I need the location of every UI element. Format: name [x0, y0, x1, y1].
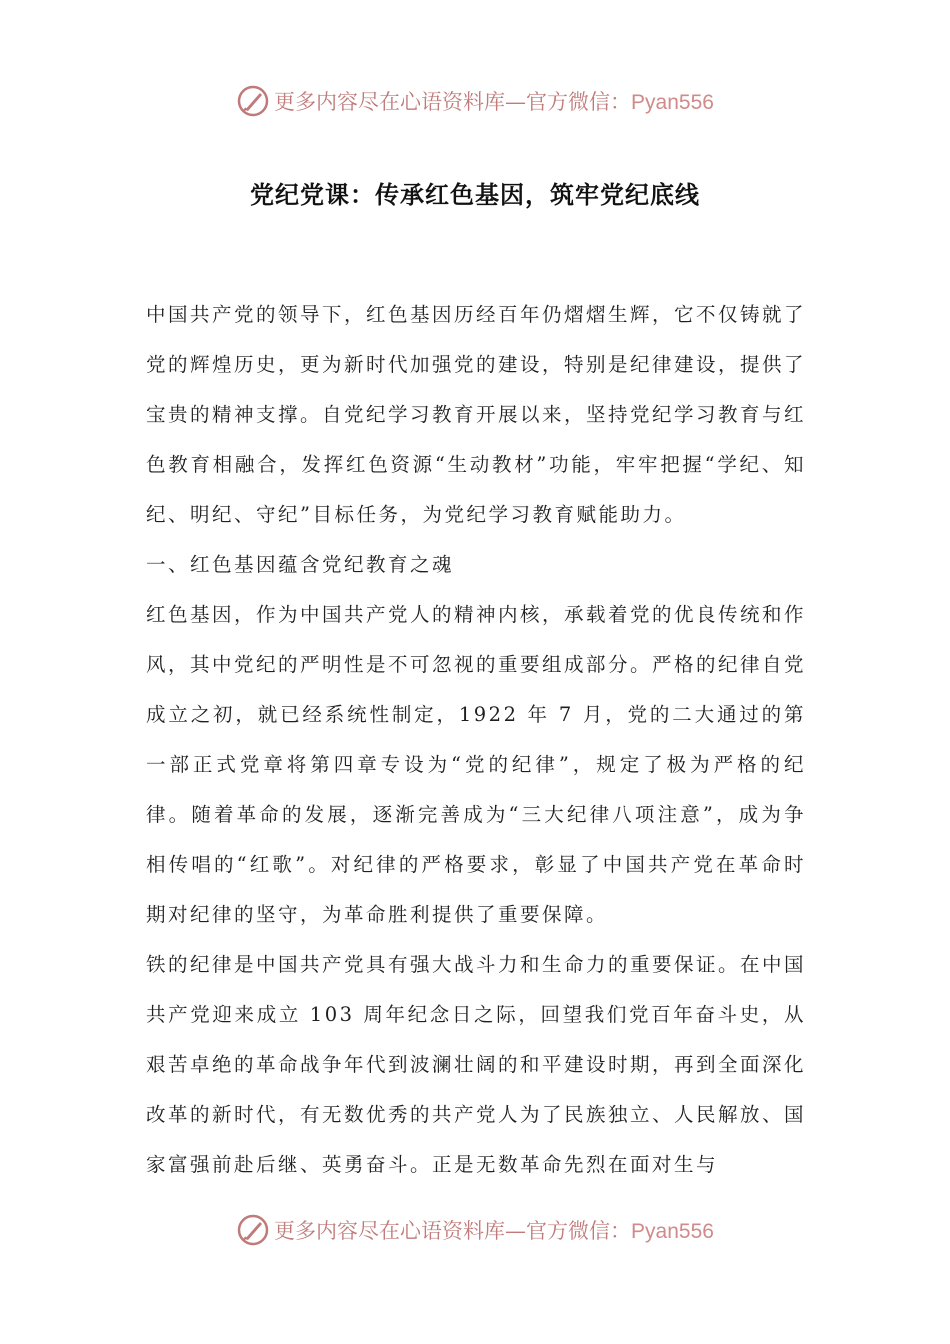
section-heading: 一、红色基因蕴含党纪教育之魂	[146, 553, 455, 576]
paragraph: 红色基因，作为中国共产党人的精神内核，承载着党的优良传统和作风，其中党纪的严明性是不可忽视的重要组成部分。严格的纪律自党成立之初，就已经系统性制定，1922 年 7 月，党的二大通过的第一部正式党章将第四章专设为“党的纪律”，规定了极为严格的纪律。随着革命的发展，逐渐完善成为“三大纪律八项注意”，成为争相传唱的“红歌”。对纪律的严格要求，彰显了中国共产党在革命时期对纪律的坚守，为革命胜利提供了重要保障。	[146, 603, 807, 926]
paragraph: 中国共产党的领导下，红色基因历经百年仍熠熠生辉，它不仅铸就了党的辉煌历史，更为新时代加强党的建设，特别是纪律建设，提供了宝贵的精神支撑。自党纪学习教育开展以来，坚持党纪学习教育与红色教育相融合，发挥红色资源“生动教材”功能，牢牢把握“学纪、知纪、明纪、守纪”目标任务，为党纪学习教育赋能助力。	[146, 303, 807, 526]
header-watermark-banner	[0, 78, 950, 124]
footer-watermark-banner	[0, 1207, 950, 1253]
document-body	[146, 290, 806, 1190]
quill-logo-icon	[236, 84, 270, 118]
paragraph: 铁的纪律是中国共产党具有强大战斗力和生命力的重要保证。在中国共产党迎来成立 103 周年纪念日之际，回望我们党百年奋斗史，从艰苦卓绝的革命战争年代到波澜壮阔的和平建设时期，再到全面深化改革的新时代，有无数优秀的共产党人为了民族独立、人民解放、国家富强前赴后继、英勇奋斗。正是无数革命先烈在面对生与	[146, 953, 807, 1176]
watermark-text	[274, 86, 714, 116]
watermark-text	[274, 1215, 714, 1245]
watermark-label: 更多内容尽在心语资料库—官方微信：	[274, 1219, 632, 1243]
watermark-label: 更多内容尽在心语资料库—官方微信：	[274, 90, 632, 114]
quill-logo-icon	[236, 1213, 270, 1247]
wechat-id: Pyan556	[631, 1220, 714, 1243]
wechat-id: Pyan556	[631, 91, 714, 114]
document-title: 党纪党课：传承红色基因，筑牢党纪底线	[250, 181, 700, 209]
